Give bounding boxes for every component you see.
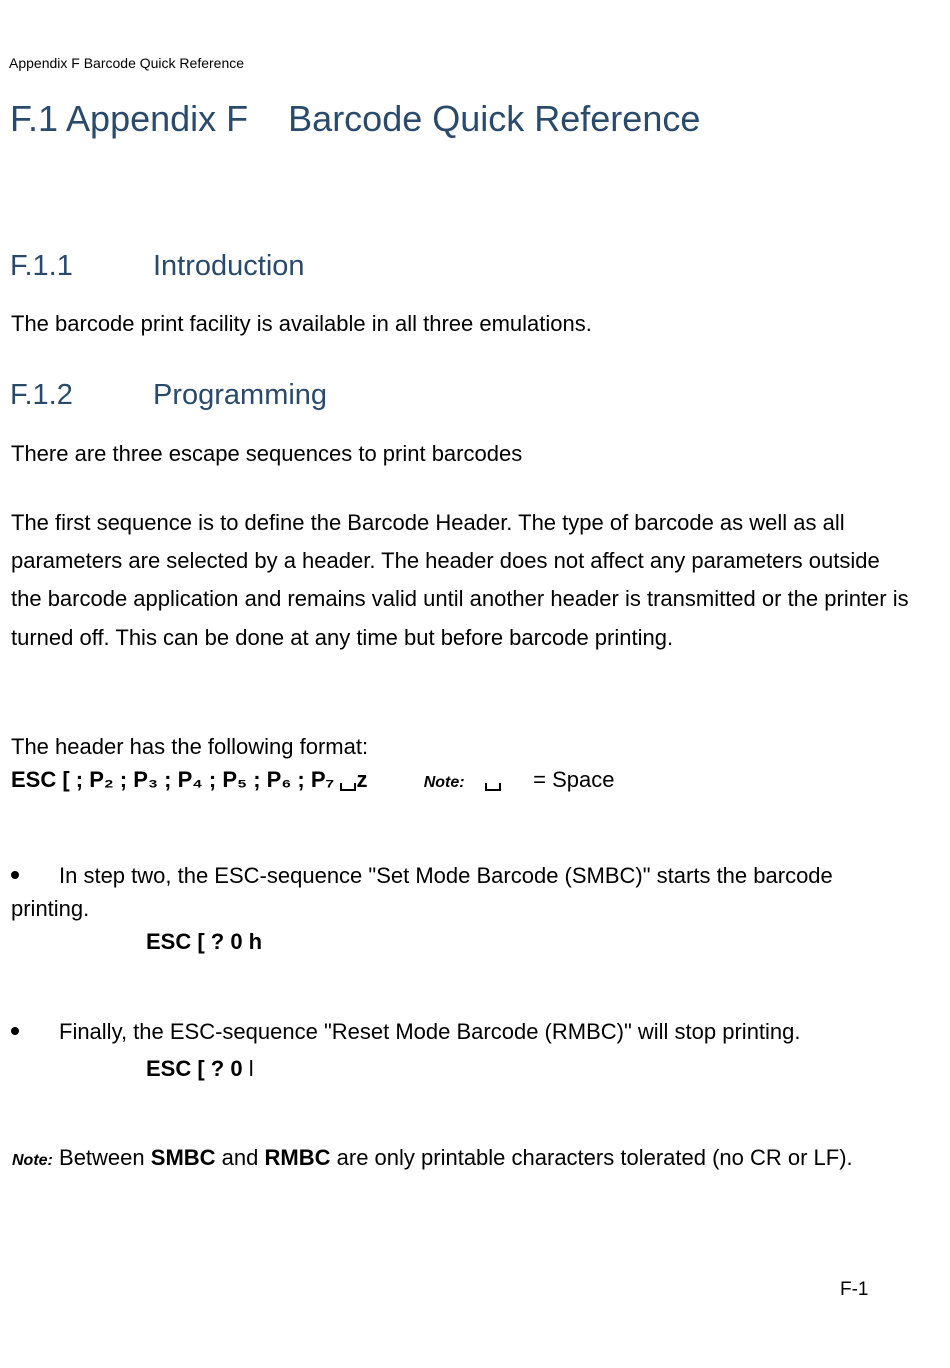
section-title: Introduction	[153, 250, 305, 282]
page-number: F-1	[840, 1279, 869, 1300]
title-label: Appendix F	[66, 98, 249, 139]
title-text: Barcode Quick Reference	[288, 98, 701, 139]
final-note-text-3: are only printable characters tolerated (no CR or LF).	[336, 1145, 853, 1170]
rmbc-code-tail: l	[248, 1056, 254, 1081]
bullet-icon	[11, 1027, 19, 1035]
note-label: Note:	[423, 774, 465, 791]
final-note	[12, 1139, 853, 1180]
section-title: Programming	[153, 379, 328, 411]
final-note-text-2: and	[221, 1145, 259, 1170]
header-format-code: ESC [ ; P₂ ; P₃ ; P₄ ; P₅ ; P₆ ; P₇	[11, 767, 335, 792]
bullet-text: In step two, the ESC-sequence "Set Mode Barcode (SMBC)" starts the barcode	[59, 863, 833, 888]
section-heading-programming	[10, 379, 327, 412]
final-note-rmbc: RMBC	[264, 1145, 331, 1170]
note-text: = Space	[533, 767, 615, 792]
header-format-intro: The header has the following format:	[11, 734, 369, 759]
bullet-item-smbc	[11, 857, 833, 895]
bullet-text: Finally, the ESC-sequence "Reset Mode Barcode (RMBC)" will stop printing.	[59, 1019, 801, 1044]
rmbc-code-main: ESC [ ? 0	[146, 1056, 243, 1081]
bullet-icon	[11, 871, 19, 879]
bullet-continuation: printing.	[11, 896, 90, 921]
running-header: Appendix F Barcode Quick Reference	[9, 55, 245, 71]
space-symbol-icon	[340, 783, 356, 791]
final-note-label: Note:	[12, 1152, 53, 1169]
section-number: F.1.1	[10, 250, 73, 282]
section-number: F.1.2	[10, 379, 73, 411]
header-paragraph: The first sequence is to define the Barcode Header. The type of barcode as well as all parameters are selected by a header. The header does not affect any parameters outside the barcode application and remains valid until another header is transmitted or the printer is turned off. This can be done at any time but before barcode printing.	[11, 510, 909, 650]
smbc-code: ESC [ ? 0 h	[146, 929, 263, 954]
section-heading-introduction	[10, 250, 305, 283]
programming-lead: There are three escape sequences to print barcodes	[11, 441, 523, 466]
intro-text: The barcode print facility is available in all three emulations.	[11, 311, 592, 336]
rmbc-code	[146, 1050, 254, 1088]
space-symbol-icon	[485, 783, 501, 791]
title-number: F.1	[10, 98, 59, 139]
bullet-item-rmbc	[11, 1013, 801, 1051]
header-format-end: z	[356, 767, 368, 792]
final-note-smbc: SMBC	[150, 1145, 216, 1170]
header-format-line	[11, 761, 614, 802]
page-title	[10, 98, 700, 140]
final-note-text-1: Between	[59, 1145, 145, 1170]
